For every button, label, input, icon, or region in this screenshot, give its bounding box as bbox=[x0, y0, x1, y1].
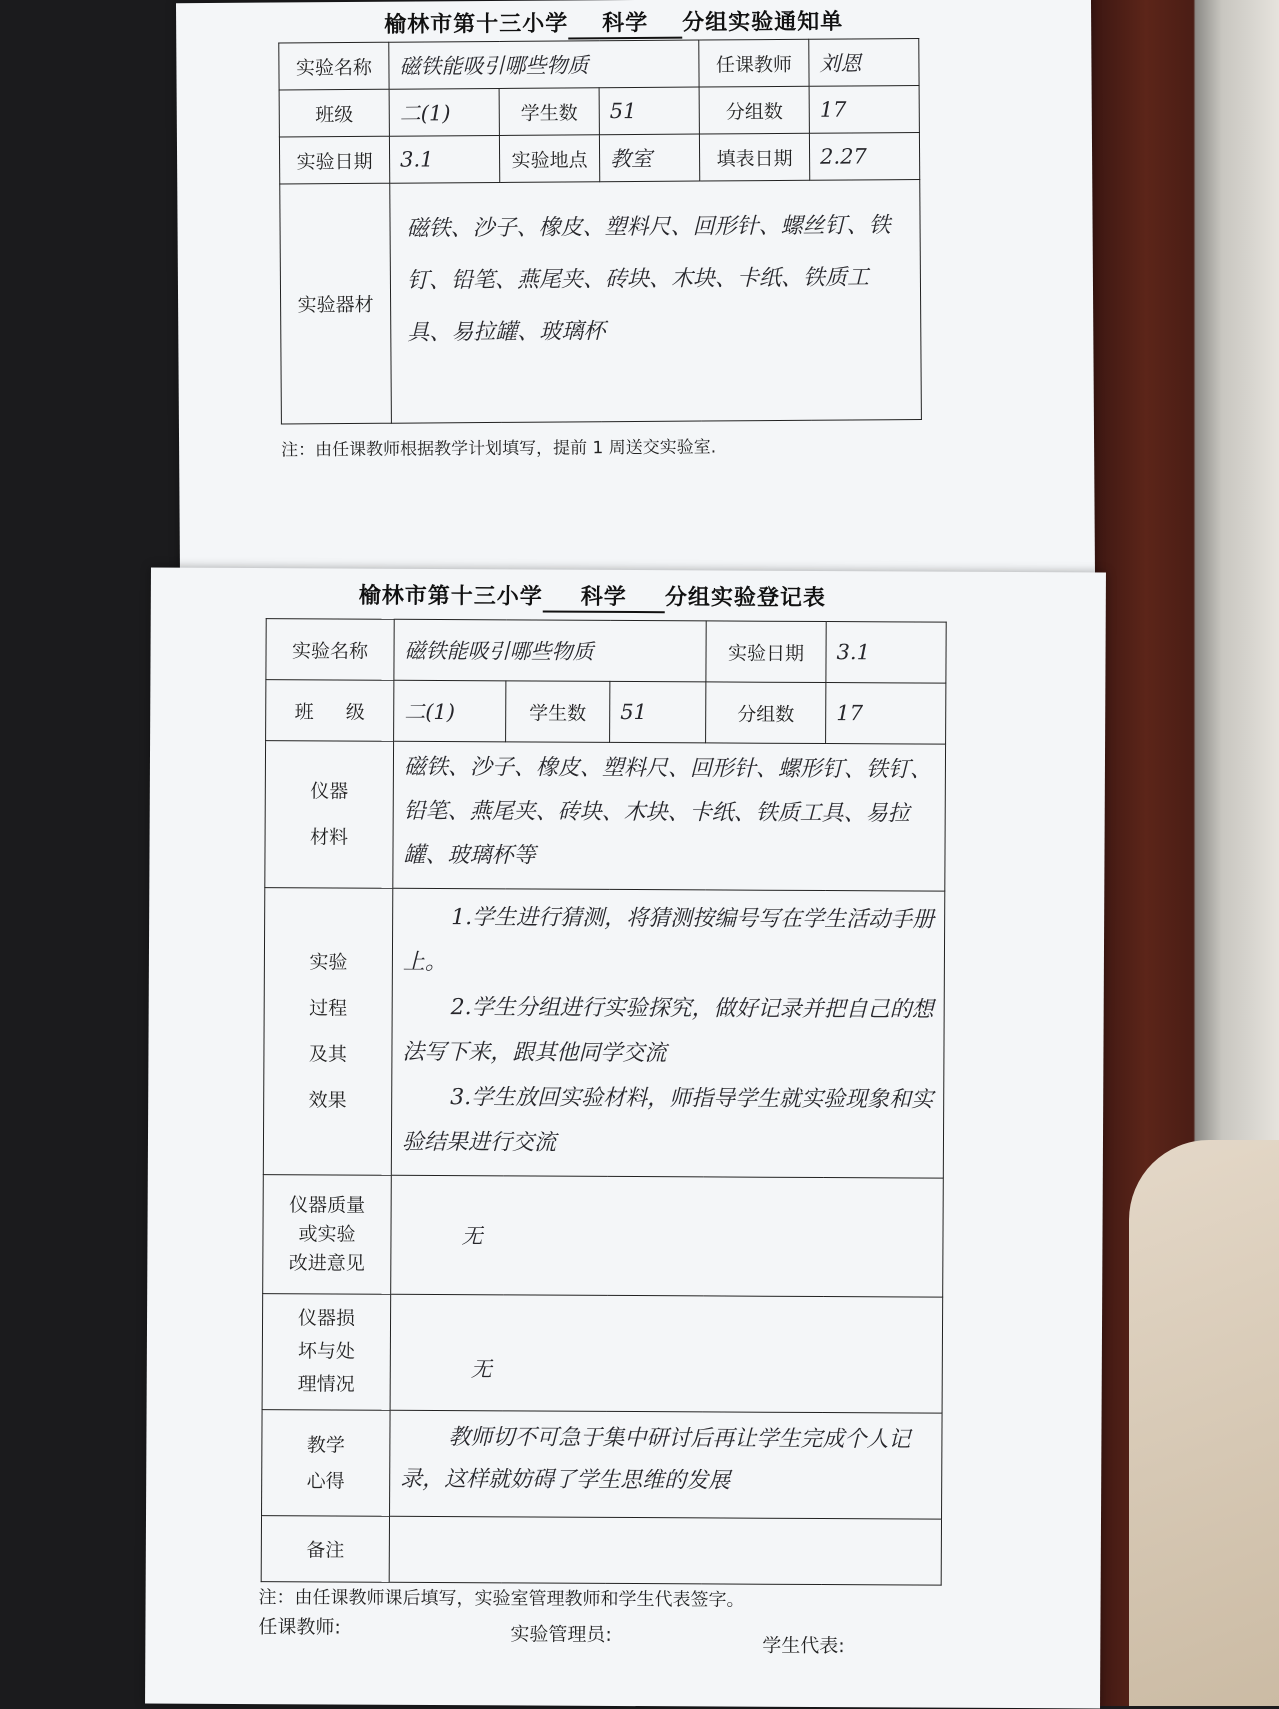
quality-value: 无 bbox=[391, 1175, 944, 1297]
process-value bbox=[391, 888, 945, 1178]
label-experiment-name: 实验名称 bbox=[279, 42, 389, 90]
remarks-value bbox=[389, 1516, 941, 1585]
label-fill-date: 填表日期 bbox=[699, 133, 809, 181]
materials-value: 磁铁、沙子、橡皮、塑料尺、回形针、螺形钉、铁钉、铅笔、燕尾夹、砖块、木块、卡纸、铁质工具、易拉罐、玻璃杯等 bbox=[393, 741, 946, 891]
register-title-subject: 科学 bbox=[543, 580, 665, 614]
experiment-name-value: 磁铁能吸引哪些物质 bbox=[394, 619, 706, 682]
register-title: 榆林市第十三小学 科学 分组实验登记表 bbox=[359, 579, 826, 614]
teacher-value: 刘恩 bbox=[809, 39, 919, 87]
cloth-background bbox=[1129, 1140, 1279, 1706]
label-reflection: 教学 心得 bbox=[262, 1410, 391, 1517]
notice-table bbox=[278, 38, 922, 424]
label-student-count: 学生数 bbox=[499, 88, 599, 136]
notice-footnote: 注：由任课教师根据教学计划填写，提前 1 周送交实验室. bbox=[281, 437, 717, 461]
label-class: 班 级 bbox=[266, 680, 394, 742]
register-table bbox=[261, 618, 947, 1586]
notice-title-subject: 科学 bbox=[568, 6, 682, 40]
label-group-count: 分组数 bbox=[706, 682, 826, 744]
label-group-count: 分组数 bbox=[699, 86, 809, 134]
group-count-value: 17 bbox=[809, 86, 919, 134]
label-materials: 仪器 材料 bbox=[265, 741, 394, 889]
teacher-signature-label: 任课教师: bbox=[258, 1616, 341, 1639]
experiment-date-value: 3.1 bbox=[389, 135, 499, 183]
fill-date-value: 2.27 bbox=[809, 133, 919, 181]
student-count-value: 51 bbox=[599, 87, 699, 135]
reflection-value: 教师切不可急于集中研讨后再让学生完成个人记录，这样就妨碍了学生思维的发展 bbox=[390, 1410, 943, 1519]
group-count-value: 17 bbox=[826, 683, 946, 745]
class-value: 二(1) bbox=[389, 88, 499, 136]
process-step-3: 3.学生放回实验材料，师指导学生就实验现象和实验结果进行交流 bbox=[401, 1085, 934, 1156]
experiment-date-value: 3.1 bbox=[826, 622, 946, 684]
experiment-place-value: 教室 bbox=[599, 134, 699, 182]
process-step-2: 2.学生分组进行实验探究，做好记录并把自己的想法写下来，跟其他同学交流 bbox=[402, 995, 934, 1067]
label-experiment-date: 实验日期 bbox=[279, 136, 389, 184]
notice-title: 榆林市第十三小学 科学 分组实验通知单 bbox=[384, 5, 843, 41]
equipment-value: 磁铁、沙子、橡皮、塑料尺、回形针、螺丝钉、铁钉、铅笔、燕尾夹、砖块、木块、卡纸、铁质工具、易拉罐、玻璃杯 bbox=[390, 180, 922, 424]
label-experiment-date: 实验日期 bbox=[706, 621, 826, 683]
register-footnote: 注：由任课教师课后填写，实验室管理教师和学生代表签字。 bbox=[258, 1587, 745, 1611]
admin-signature-label: 实验管理员: bbox=[510, 1623, 612, 1646]
label-experiment-place: 实验地点 bbox=[499, 135, 599, 183]
process-step-1: 1.学生进行猜测，将猜测按编号写在学生活动手册上。 bbox=[402, 905, 935, 976]
label-experiment-name: 实验名称 bbox=[266, 619, 394, 681]
experiment-register-sheet bbox=[145, 568, 1106, 1709]
label-process: 实验 过程 及其 效果 bbox=[263, 888, 393, 1176]
damage-value: 无 bbox=[390, 1294, 943, 1413]
label-student-count: 学生数 bbox=[506, 681, 610, 743]
label-quality: 仪器质量 或实验 改进意见 bbox=[263, 1175, 392, 1295]
experiment-notice-sheet bbox=[176, 0, 1095, 583]
student-rep-signature-label: 学生代表: bbox=[762, 1634, 845, 1658]
student-count-value: 51 bbox=[610, 681, 706, 743]
experiment-name-value: 磁铁能吸引哪些物质 bbox=[389, 40, 699, 89]
label-class: 班级 bbox=[279, 89, 389, 137]
label-damage: 仪器损 坏与处 理情况 bbox=[262, 1294, 391, 1411]
label-remarks: 备注 bbox=[261, 1516, 389, 1583]
label-equipment: 实验器材 bbox=[280, 183, 392, 424]
class-value: 二(1) bbox=[394, 680, 506, 742]
label-teacher: 任课教师 bbox=[699, 39, 809, 87]
